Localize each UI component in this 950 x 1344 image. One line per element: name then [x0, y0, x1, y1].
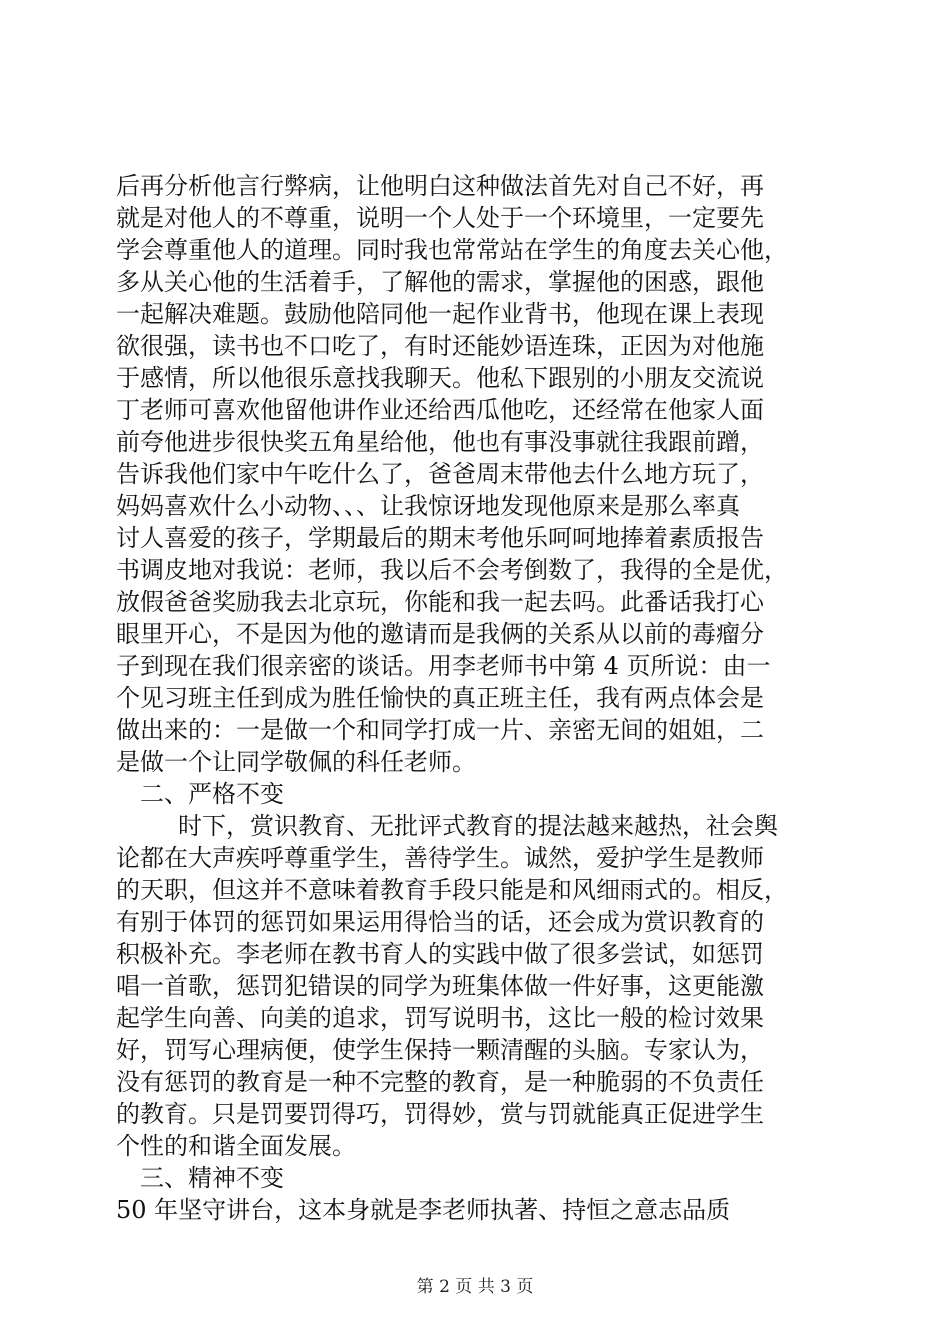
text-line: 个见习班主任到成为胜任愉快的真正班主任，我有两点体会是 [116, 684, 764, 712]
text-line: 起学生向善、向美的追求，罚写说明书，这比一般的检讨效果 [116, 1004, 764, 1032]
paragraph-2 [116, 810, 836, 1162]
text-line: 于感情，所以他很乐意找我聊天。他私下跟别的小朋友交流说 [116, 364, 764, 392]
text-line: 没有惩罚的教育是一种不完整的教育，是一种脆弱的不负责任 [116, 1068, 764, 1096]
text-line: 是做一个让同学敬佩的科任老师。 [116, 748, 476, 776]
document-body [116, 170, 836, 1226]
text-line: 欲很强，读书也不口吃了，有时还能妙语连珠，正因为对他施 [116, 332, 764, 360]
text-line: 告诉我他们家中午吃什么了，爸爸周末带他去什么地方玩了， [116, 460, 764, 488]
text-line: 书调皮地对我说：老师，我以后不会考倒数了，我得的全是优， [116, 556, 788, 584]
text-line: 学会尊重他人的道理。同时我也常常站在学生的角度去关心他， [116, 236, 788, 264]
paragraph-3 [116, 1194, 836, 1226]
text-line: 论都在大声疾呼尊重学生，善待学生。诚然，爱护学生是教师 [116, 844, 764, 872]
text-line: 一起解决难题。鼓励他陪同他一起作业背书，他现在课上表现 [116, 300, 764, 328]
text-line: 放假爸爸奖励我去北京玩，你能和我一起去吗。此番话我打心 [116, 588, 764, 616]
text-line: 好，罚写心理病便，使学生保持一颗清醒的头脑。专家认为， [116, 1036, 764, 1064]
text-line: 的教育。只是罚要罚得巧，罚得妙，赏与罚就能真正促进学生 [116, 1100, 764, 1128]
section-heading-2: 二、严格不变 [140, 780, 284, 808]
text-line: 眼里开心，不是因为他的邀请而是我俩的关系从以前的毒瘤分 [116, 620, 764, 648]
text-line: 唱一首歌，惩罚犯错误的同学为班集体做一件好事，这更能激 [116, 972, 764, 1000]
text-line: 后再分析他言行弊病，让他明白这种做法首先对自己不好，再 [116, 172, 764, 200]
text-line: 讨人喜爱的孩子，学期最后的期末考他乐呵呵地捧着素质报告 [116, 524, 764, 552]
text-line: 积极补充。李老师在教书育人的实践中做了很多尝试，如惩罚 [116, 940, 764, 968]
text-line: 做出来的：一是做一个和同学打成一片、亲密无间的姐姐，二 [116, 716, 764, 744]
section-heading-3: 三、精神不变 [140, 1164, 284, 1192]
text-line: 的天职，但这并不意味着教育手段只能是和风细雨式的。相反， [116, 876, 788, 904]
text-line: 多从关心他的生活着手，了解他的需求，掌握他的困惑，跟他 [116, 268, 764, 296]
text-line: 妈妈喜欢什么小动物、、、让我惊讶地发现他原来是那么率真 [116, 492, 740, 520]
text-line: 丁老师可喜欢他留他讲作业还给西瓜他吃，还经常在他家人面 [116, 396, 764, 424]
page-number-footer: 第 2 页 共 3 页 [416, 1277, 534, 1297]
text-line: 就是对他人的不尊重，说明一个人处于一个环境里，一定要先 [116, 204, 764, 232]
text-line: 个性的和谐全面发展。 [116, 1132, 356, 1160]
paragraph-1 [116, 170, 836, 778]
text-line: 有别于体罚的惩罚如果运用得恰当的话，还会成为赏识教育的 [116, 908, 764, 936]
text-line: 50 年坚守讲台，这本身就是李老师执著、持恒之意志品质 [116, 1196, 731, 1224]
text-line: 子到现在我们很亲密的谈话。用李老师书中第 4 页所说：由一 [116, 652, 771, 680]
text-line: 前夸他进步很快奖五角星给他，他也有事没事就往我跟前蹭， [116, 428, 764, 456]
text-line: 时下，赏识教育、无批评式教育的提法越来越热，社会舆 [178, 812, 778, 840]
